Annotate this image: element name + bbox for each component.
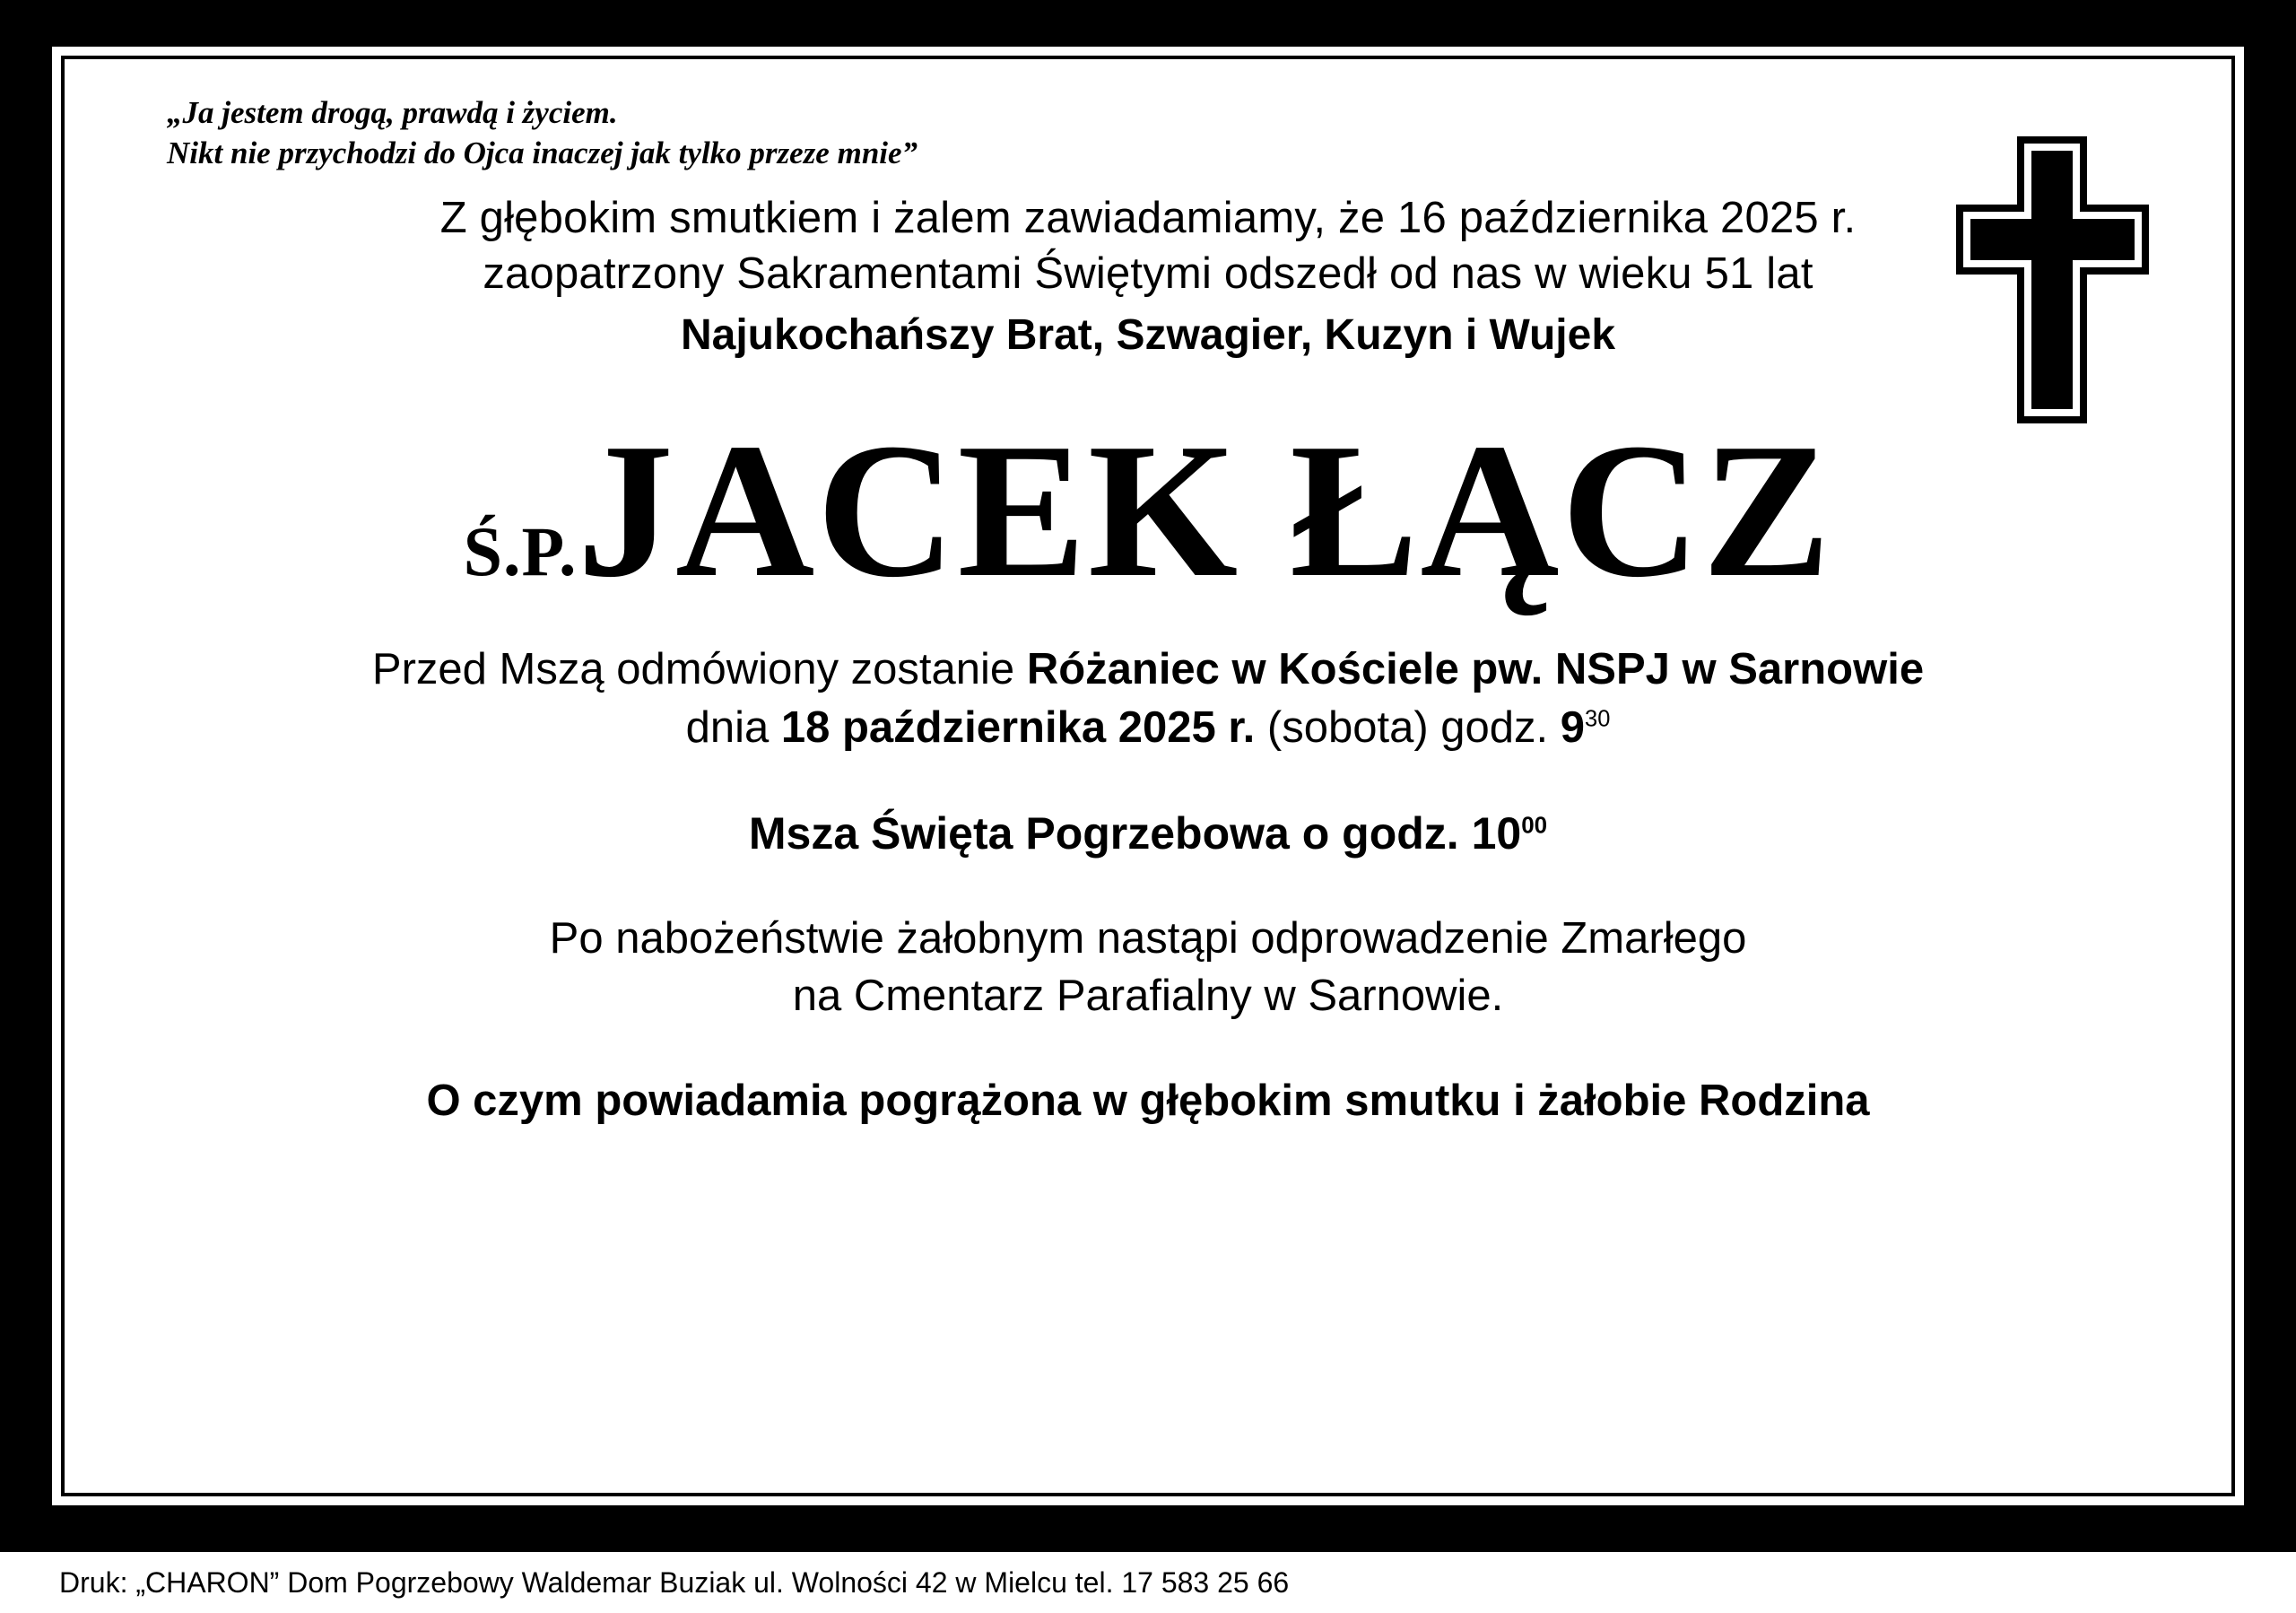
- deceased-name-block: [117, 403, 2179, 618]
- cross-horizontal-core: [1970, 219, 2135, 260]
- announcement-intro: [117, 190, 2179, 364]
- scripture-quote-line-2: Nikt nie przychodzi do Ojca inaczej jak tylko przeze mnie”: [167, 135, 918, 170]
- mass-details: [117, 807, 2179, 859]
- rosary-details: [117, 641, 2179, 756]
- notice-content: [61, 56, 2235, 1496]
- rosary-hour: 9: [1560, 703, 1586, 753]
- mass-hour: 10: [1471, 807, 1522, 859]
- rosary-text-3: (sobota) godz.: [1255, 703, 1561, 753]
- announcement-relations: Najukochańszy Brat, Szwagier, Kuzyn i Wujek: [680, 311, 1616, 360]
- cross-vertical-core: [2031, 151, 2073, 409]
- mass-text: Msza Święta Pogrzebowa o godz.: [748, 807, 1472, 859]
- procession-line-2: na Cmentarz Parafialny w Sarnowie.: [792, 972, 1504, 1021]
- procession-line-1: Po nabożeństwie żałobnym nastąpi odprowadzenie Zmarłego: [549, 913, 1747, 963]
- cross-icon: [1956, 136, 2149, 423]
- rosary-text-1: Przed Mszą odmówiony zostanie: [371, 645, 1027, 694]
- announcement-line-2: zaopatrzony Sakramentami Świętymi odszedł od nas w wieku 51 lat: [483, 249, 1813, 299]
- scripture-quote-line-1: „Ja jestem drogą, prawdą i życiem.: [167, 95, 618, 130]
- rosary-line-1: [117, 641, 2179, 699]
- deceased-name: JACEK ŁĄCZ: [577, 403, 1833, 618]
- rosary-line-2: [117, 699, 2179, 757]
- cross-icon-shape: [1956, 136, 2149, 423]
- procession-details: [117, 910, 2179, 1025]
- rosary-date: 18 października 2025 r.: [780, 703, 1256, 753]
- frame-white-gap: [52, 47, 2244, 1505]
- deceased-prefix: Ś.P.: [463, 512, 578, 591]
- announcement-line-1: Z głębokim smutkiem i żalem zawiadamiamy, że 16 października 2025 r.: [439, 193, 1857, 242]
- mass-hour-minutes: 00: [1521, 811, 1548, 839]
- rosary-hour-minutes: 30: [1585, 706, 1611, 732]
- family-note: O czym powiadamia pogrążona w głębokim smutku i żałobie Rodzina: [426, 1077, 1870, 1126]
- scripture-quote: [117, 83, 2179, 174]
- printer-credit-text: Druk: „CHARON” Dom Pogrzebowy Waldemar Buziak ul. Wolności 42 w Mielcu tel. 17 583 25 66: [59, 1565, 1290, 1599]
- rosary-place: Różaniec w Kościele pw. NSPJ w Sarnowie: [1026, 645, 1925, 694]
- printer-credit: [0, 1552, 2296, 1613]
- service-details: [117, 641, 2179, 1126]
- rosary-text-2: dnia: [685, 703, 781, 753]
